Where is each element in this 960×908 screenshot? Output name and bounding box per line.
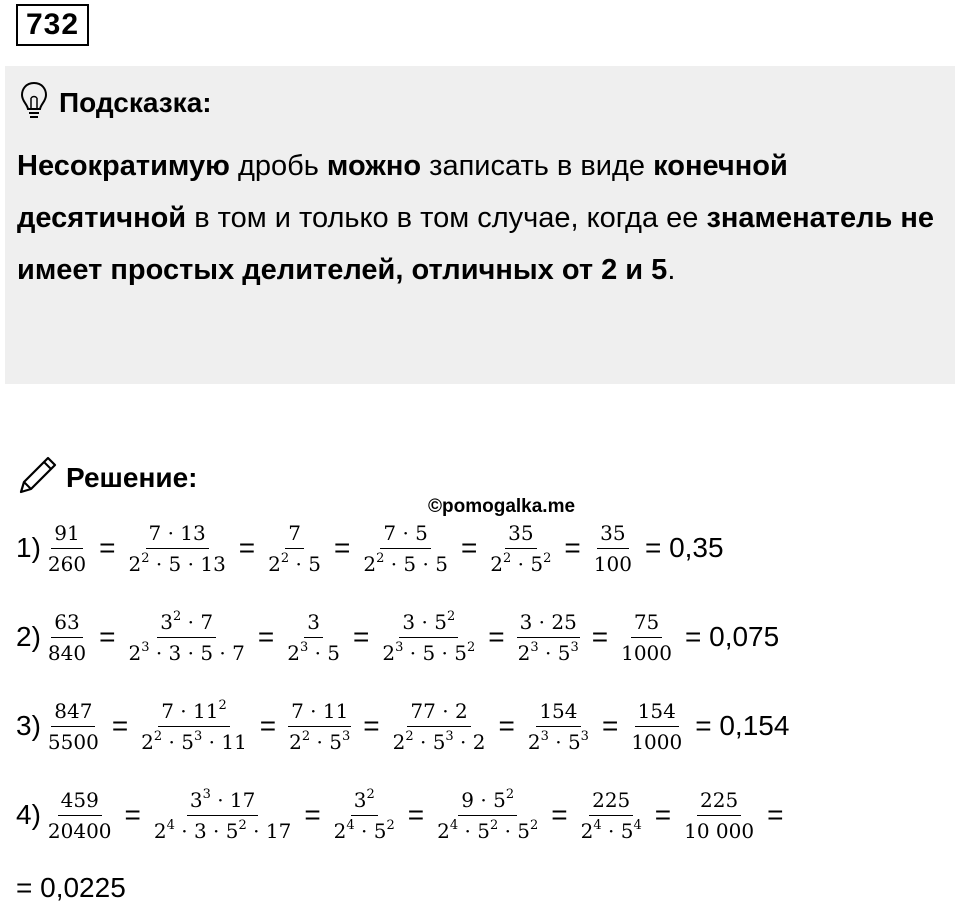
final-result: = 0,0225 xyxy=(16,872,126,903)
equals-sign: = xyxy=(654,799,672,830)
numerator: 77 · 2 xyxy=(407,701,470,727)
equation-result: = xyxy=(767,799,784,830)
numerator: 35 xyxy=(597,523,628,549)
denominator: 840 xyxy=(47,640,87,665)
equals-sign: = xyxy=(460,532,478,563)
fraction xyxy=(515,609,582,665)
equation-label: 1) xyxy=(16,532,41,563)
equation-result: = 0,35 xyxy=(644,532,724,563)
fraction xyxy=(434,786,541,843)
fraction xyxy=(151,786,294,843)
denominator: $2^4 \cdot 5^2 \cdot 5^2$ xyxy=(437,817,539,843)
denominator: $2^3 \cdot 5$ xyxy=(287,639,341,665)
denominator: $2^2 \cdot 5 \cdot 13$ xyxy=(128,550,226,576)
numerator: $3^3 \cdot 17$ xyxy=(187,790,259,816)
equation-row xyxy=(16,780,783,850)
equals-sign: = xyxy=(498,710,515,741)
denominator: $2^2 \cdot 5^3 \cdot 2$ xyxy=(392,728,486,754)
pencil-icon xyxy=(18,455,58,500)
equation-label: 2) xyxy=(16,621,41,652)
equals-sign: = xyxy=(259,710,277,741)
lightbulb-icon xyxy=(19,80,49,125)
numerator: $3 \cdot 5^2$ xyxy=(399,612,458,638)
equation-label: 3) xyxy=(16,710,41,741)
fraction xyxy=(45,609,89,665)
equation-row xyxy=(16,691,789,761)
denominator: 1000 xyxy=(621,640,672,665)
equals-sign: = xyxy=(124,799,141,830)
numerator: 63 xyxy=(51,612,82,638)
denominator: $2^3 \cdot 3 \cdot 5 \cdot 7$ xyxy=(128,639,245,665)
hint-box xyxy=(5,66,955,384)
numerator: 75 xyxy=(631,612,662,638)
hint-header xyxy=(19,80,212,125)
equals-sign: = xyxy=(363,710,380,741)
fraction xyxy=(525,698,592,754)
numerator: 225 xyxy=(697,790,741,816)
fraction xyxy=(45,520,89,576)
numerator: 154 xyxy=(536,701,580,727)
equals-sign: = xyxy=(407,799,425,830)
denominator: $2^3 \cdot 5^3$ xyxy=(527,728,589,754)
denominator: 20400 xyxy=(47,818,112,843)
numerator: 7 · 13 xyxy=(146,523,209,549)
fraction xyxy=(360,520,451,576)
equals-sign: = xyxy=(304,799,321,830)
equals-sign: = xyxy=(551,799,568,830)
equation-row xyxy=(16,602,779,672)
fraction xyxy=(265,520,324,576)
equals-sign: = xyxy=(111,710,129,741)
equals-sign: = xyxy=(488,621,505,652)
fraction xyxy=(487,520,554,576)
denominator: 10 000 xyxy=(684,818,755,843)
denominator: 1000 xyxy=(631,729,683,754)
hint-text: Несократимую дробь можно записать в виде конечной десятичной в том и только в том случае, когда ее знаменатель не имеет простых делителей, отличных от 2 и 5. xyxy=(17,150,935,286)
numerator: $3^2$ xyxy=(351,790,378,816)
numerator: 7 xyxy=(285,523,304,549)
denominator: 260 xyxy=(47,551,87,576)
numerator: 7 · 5 xyxy=(380,523,431,549)
numerator: $7 \cdot 11^2$ xyxy=(158,701,230,727)
equation-result: = 0,154 xyxy=(695,710,790,741)
numerator: 3 xyxy=(304,612,323,638)
watermark: ©pomogalka.me xyxy=(428,496,576,517)
numerator: 35 xyxy=(505,523,536,549)
fraction xyxy=(591,520,635,576)
equation-result: = 0,075 xyxy=(685,621,780,652)
denominator: $2^2 \cdot 5^3$ xyxy=(289,728,351,754)
fraction xyxy=(286,698,353,754)
denominator: 5500 xyxy=(47,729,99,754)
denominator: $2^4 \cdot 5^4$ xyxy=(580,817,642,843)
numerator: $9 \cdot 5^2$ xyxy=(458,790,517,816)
equation-row xyxy=(16,513,724,583)
fraction xyxy=(578,787,645,843)
equals-sign: = xyxy=(601,710,619,741)
numerator: 225 xyxy=(589,790,633,816)
fraction xyxy=(628,698,685,754)
solution-title: Решение: xyxy=(66,461,198,493)
equals-sign: = xyxy=(257,621,275,652)
numerator: 459 xyxy=(58,790,102,816)
numerator: 91 xyxy=(51,523,82,549)
equals-sign: = xyxy=(333,532,351,563)
fraction xyxy=(138,697,250,754)
fraction xyxy=(284,609,343,665)
denominator: $2^2 \cdot 5^3 \cdot 11$ xyxy=(141,728,247,754)
equals-sign: = xyxy=(564,532,581,563)
equals-sign: = xyxy=(591,621,609,652)
solution-header xyxy=(18,455,197,500)
equation-label: 4) xyxy=(16,799,41,830)
equals-sign: = xyxy=(99,621,116,652)
equals-sign: = xyxy=(238,532,256,563)
fraction xyxy=(390,698,489,754)
denominator: $2^3 \cdot 5^3$ xyxy=(517,639,579,665)
fraction xyxy=(45,698,102,754)
fraction xyxy=(379,608,478,665)
denominator: $2^2 \cdot 5$ xyxy=(268,550,321,576)
equals-sign: = xyxy=(99,532,116,563)
fraction xyxy=(125,608,247,665)
equals-sign: = xyxy=(353,621,370,652)
numerator: $3^2 \cdot 7$ xyxy=(157,612,216,638)
denominator: $2^4 \cdot 3 \cdot 5^2 \cdot 17$ xyxy=(153,817,292,843)
denominator: $2^2 \cdot 5 \cdot 5$ xyxy=(363,550,448,576)
fraction xyxy=(125,520,228,576)
fraction xyxy=(45,787,115,843)
denominator: $2^2 \cdot 5^2$ xyxy=(490,550,552,576)
denominator: 100 xyxy=(593,551,632,576)
hint-title: Подсказка: xyxy=(59,86,212,118)
numerator: 154 xyxy=(635,701,679,727)
fraction xyxy=(681,787,757,843)
fraction xyxy=(331,786,398,843)
numerator: 3 · 25 xyxy=(517,612,580,638)
fraction xyxy=(618,609,675,665)
denominator: $2^4 \cdot 5^2$ xyxy=(333,817,395,843)
numerator: 7 · 11 xyxy=(288,701,351,727)
denominator: $2^3 \cdot 5 \cdot 5^2$ xyxy=(382,639,476,665)
numerator: 847 xyxy=(51,701,95,727)
problem-number: 732 xyxy=(16,4,89,46)
